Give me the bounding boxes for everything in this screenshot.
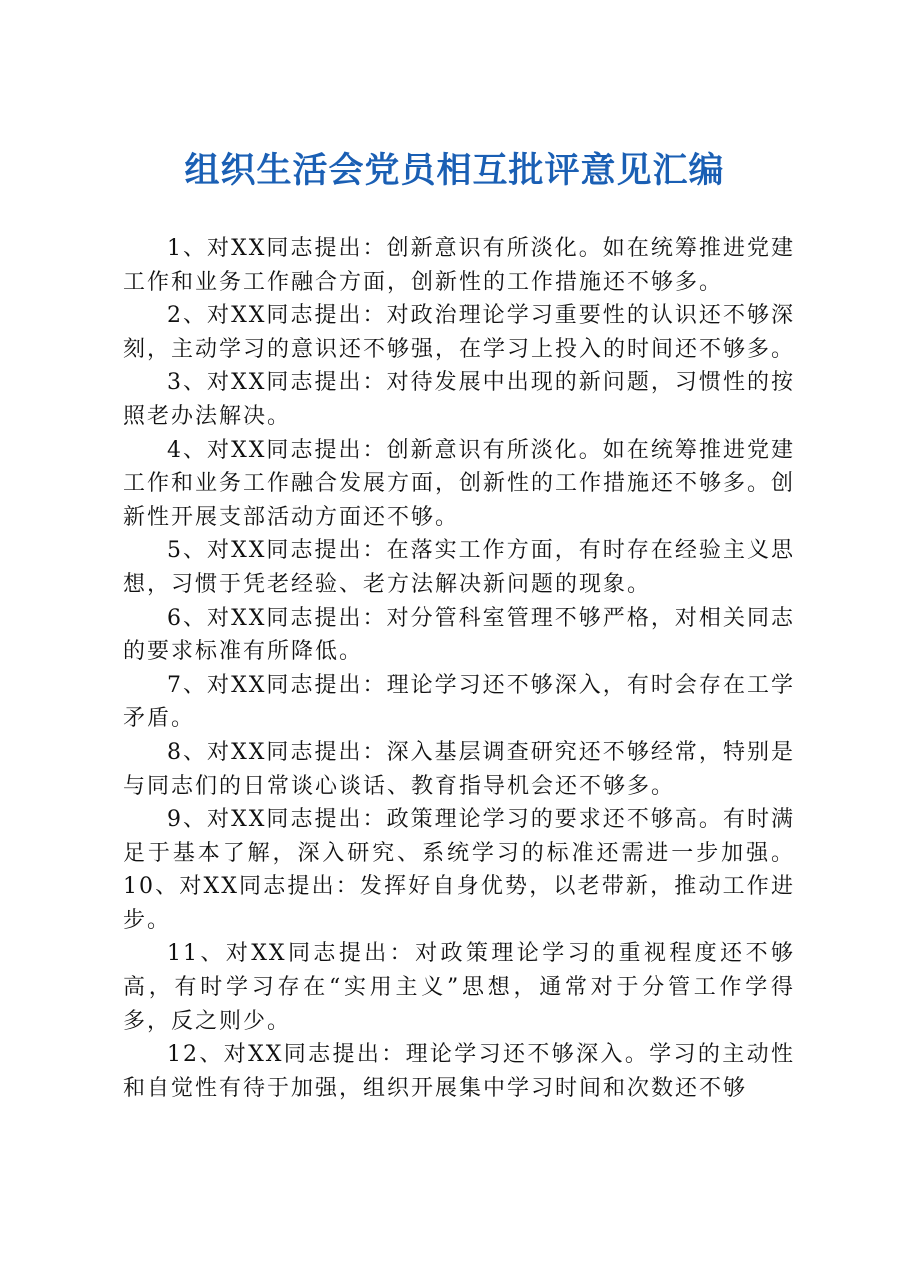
document-body [123,232,795,1105]
paragraph-8: 8、对XX同志提出：深入基层调查研究还不够经常，特别是与同志们的日常谈心谈话、教育指导机会还不够多。 [123,739,795,799]
paragraph-9: 9、对XX同志提出：政策理论学习的要求还不够高。有时满足于基本了解，深入研究、系统学习的标准还需进一步加强。10、对XX同志提出：发挥好自身优势，以老带新，推动工作进步。 [123,807,795,933]
paragraph-5: 5、对XX同志提出：在落实工作方面，有时存在经验主义思想，习惯于凭老经验、老方法解决新问题的现象。 [123,538,795,597]
document-title: 组织生活会党员相互批评意见汇编 [184,150,725,191]
paragraph-4: 4、对XX同志提出：创新意识有所淡化。如在统筹推进党建工作和业务工作融合发展方面，创新性的工作措施还不够多。创新性开展支部活动方面还不够。 [123,437,796,530]
paragraph-12: 12、对XX同志提出：理论学习还不够深入。学习的主动性和自觉性有待于加强，组织开展集中学习时间和次数还不够 [123,1042,795,1101]
paragraph-6: 6、对XX同志提出：对分管科室管理不够严格，对相关同志的要求标准有所降低。 [123,605,795,665]
paragraph-3: 3、对XX同志提出：对待发展中出现的新问题，习惯性的按照老办法解决。 [123,370,795,429]
paragraph-7: 7、对XX同志提出：理论学习还不够深入，有时会存在工学矛盾。 [123,672,795,732]
paragraph-1: 1、对XX同志提出：创新意识有所淡化。如在统筹推进党建工作和业务工作融合方面，创新性的工作措施还不够多。 [123,236,795,295]
paragraph-2: 2、对XX同志提出：对政治理论学习重要性的认识还不够深刻，主动学习的意识还不够强，在学习上投入的时间还不够多。 [123,303,796,362]
paragraph-11: 11、对XX同志提出：对政策理论学习的重视程度还不够高，有时学习存在“实用主义”思想，通常对于分管工作学得多，反之则少。 [123,941,795,1034]
